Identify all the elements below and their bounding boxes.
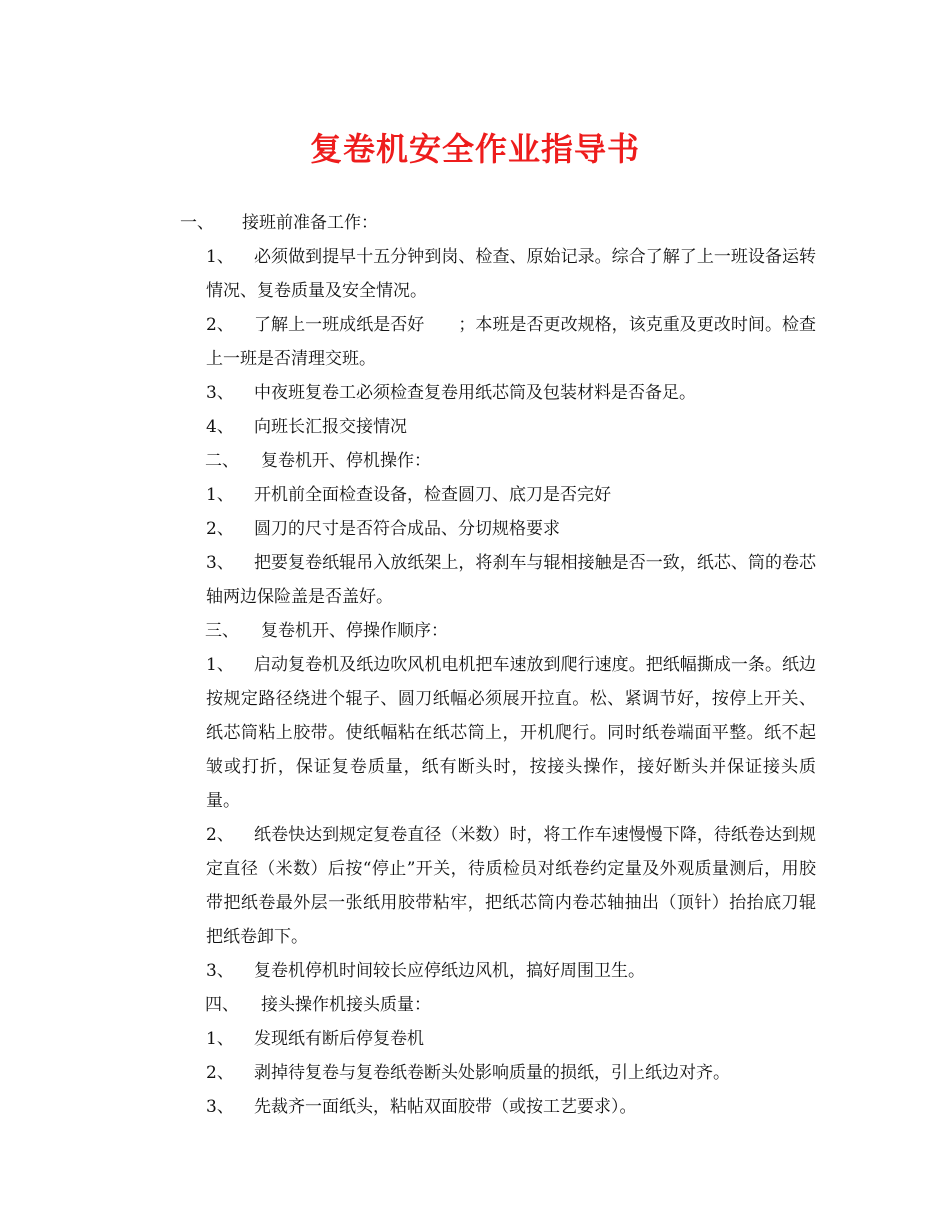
list-item [140,512,816,546]
item-number: 2、 [206,519,234,539]
document-title: 复卷机安全作业指导书 [309,130,640,168]
list-item [140,546,816,614]
item-number: 4、 [206,417,234,437]
list-item [140,478,816,512]
item-text: 纸卷快达到规定复卷直径（米数）时，将工作车速慢慢下降，待纸卷达到规定直径（米数）后按“停止”开关，待质检员对纸卷约定量及外观质量测后，用胶带把纸卷最外层一张纸用胶带粘牢，把纸芯筒内卷芯轴抽出（顶针）抬抬底刀辊把纸卷卸下。 [206,825,816,947]
item-text: 圆刀的尺寸是否符合成品、分切规格要求 [254,519,560,539]
list-item [140,308,816,376]
list-item [140,954,816,988]
section-heading [140,988,816,1022]
item-number: 3、 [206,1097,234,1117]
section-number: 四、 [205,995,239,1015]
item-number: 2、 [206,1063,234,1083]
section-title: 复卷机开、停机操作： [261,451,431,471]
list-item [140,1056,816,1090]
item-number: 1、 [206,1029,234,1049]
section-heading [140,206,816,240]
section-title: 接班前准备工作： [242,213,378,233]
item-text: 了解上一班成纸是否好 ；本班是否更改规格，该克重及更改时间。检查上一班是否清理交班。 [206,315,816,369]
item-text: 中夜班复卷工必须检查复卷用纸芯筒及包装材料是否备足。 [254,383,696,403]
list-item [140,1090,816,1124]
list-item [140,376,816,410]
item-number: 3、 [206,383,234,403]
item-text: 先裁齐一面纸头，粘帖双面胶带（或按工艺要求）。 [254,1097,637,1117]
section-number: 二、 [205,451,239,471]
item-text: 把要复卷纸辊吊入放纸架上，将刹车与辊相接触是否一致，纸芯、筒的卷芯轴两边保险盖是否盖好。 [206,553,816,607]
item-number: 3、 [206,961,234,981]
section-heading [140,614,816,648]
item-text: 发现纸有断后停复卷机 [254,1029,424,1049]
item-text: 必须做到提早十五分钟到岗、检查、原始记录。综合了解了上一班设备运转情况、复卷质量及安全情况。 [206,247,816,301]
list-item [140,240,816,308]
section-title: 接头操作机接头质量： [261,995,431,1015]
item-number: 2、 [206,315,234,335]
item-text: 剥掉待复卷与复卷纸卷断头处影响质量的损纸，引上纸边对齐。 [254,1063,730,1083]
list-item [140,1022,816,1056]
item-text: 开机前全面检查设备，检查圆刀、底刀是否完好 [254,485,611,505]
section-heading [140,444,816,478]
section-title: 复卷机开、停操作顺序： [261,621,448,641]
document-body [140,206,816,1124]
item-number: 3、 [206,553,234,573]
section-number: 一、 [180,213,214,233]
item-number: 1、 [206,247,234,267]
item-number: 1、 [206,485,234,505]
item-text: 复卷机停机时间较长应停纸边风机，搞好周围卫生。 [254,961,645,981]
list-item [140,648,816,818]
item-text: 启动复卷机及纸边吹风机电机把车速放到爬行速度。把纸幅撕成一条。纸边按规定路径绕进个辊子、圆刀纸幅必须展开拉直。松、紧调节好，按停上开关、纸芯筒粘上胶带。使纸幅粘在纸芯筒上，开机爬行。同时纸卷端面平整。纸不起皱或打折，保证复卷质量，纸有断头时，按接头操作，接好断头并保证接头质量。 [206,655,816,811]
list-item [140,410,816,444]
item-number: 1、 [206,655,234,675]
item-number: 2、 [206,825,234,845]
section-number: 三、 [205,621,239,641]
list-item [140,818,816,954]
item-text: 向班长汇报交接情况 [254,417,407,437]
